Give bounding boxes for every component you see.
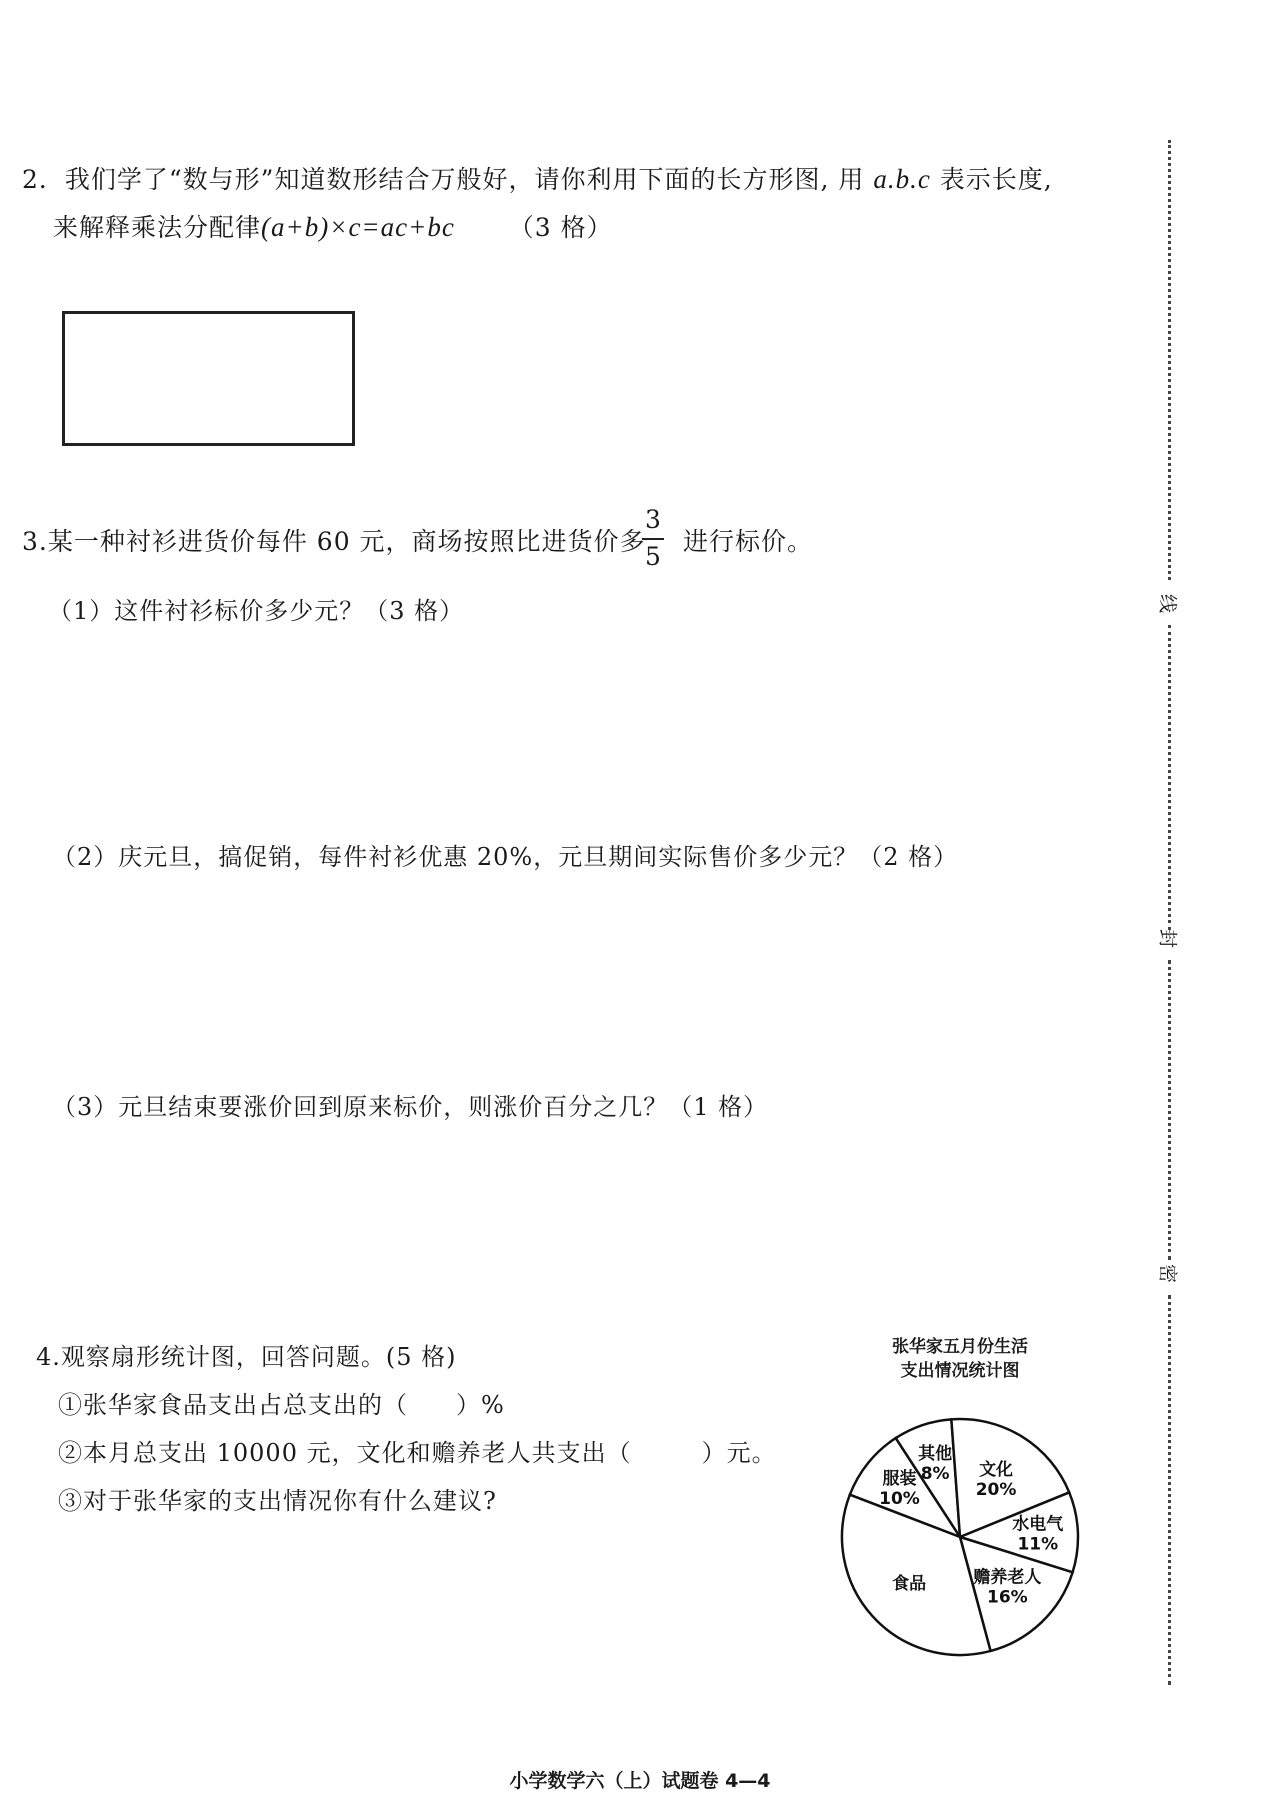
binding-dotted-line-mid2: [1168, 960, 1171, 1260]
q3-fraction: [640, 507, 666, 569]
q3-intro: [22, 522, 646, 558]
pie-label-6: 食品: [892, 1573, 927, 1594]
chart-title-line1: 张华家五月份生活: [892, 1337, 1028, 1357]
binding-char-mi: 密: [1156, 1263, 1179, 1283]
binding-char-xian: 线: [1156, 593, 1179, 613]
q2-line2: [53, 208, 613, 244]
q3-sub2: （2）庆元旦，搞促销，每件衬衫优惠 20%，元旦期间实际售价多少元？（2 格）: [52, 843, 959, 871]
pie-label-5: 赡养老人 16%: [973, 1567, 1042, 1608]
q3-sub1: （1）这件衬衫标价多少元？（3 格）: [48, 597, 465, 625]
page-footer: 小学数学六（上）试题卷 4—4: [509, 1770, 771, 1792]
q2-score: （3 格）: [508, 213, 613, 242]
q3-fraction-numerator: 3: [645, 505, 661, 534]
q2-line1-text: 2．我们学了“数与形”知道数形结合万般好，请你利用下面的长方形图, 用: [22, 165, 865, 194]
q2-rectangle-figure: [62, 311, 355, 446]
binding-char-feng: 封: [1156, 928, 1179, 948]
q3-fraction-bar: [642, 538, 664, 540]
q2-vars: a.b.c: [873, 164, 931, 194]
pie-label-1: 服装 10%: [879, 1468, 920, 1509]
q4-item1-text: ①张华家食品支出占总支出的（: [58, 1391, 408, 1419]
chart-title-line2: 支出情况统计图: [900, 1361, 1020, 1381]
q4-item3: ③对于张华家的支出情况你有什么建议?: [58, 1487, 497, 1515]
pie-label-4: 水电气 11%: [1012, 1514, 1064, 1555]
q2-line1: [22, 160, 1053, 196]
q4-item1-end: ）%: [456, 1391, 505, 1419]
pie-label-3: 文化 20%: [975, 1459, 1017, 1500]
q4-item1: [58, 1385, 505, 1420]
pie-label-2: 其他 8%: [918, 1444, 953, 1485]
q3-intro-end: 进行标价。: [683, 527, 814, 556]
q2-line2-text: 来解释乘法分配律: [53, 213, 262, 242]
q4-item2-text: ②本月总支出 10000 元，文化和赡养老人共支出（: [58, 1439, 632, 1467]
q4-item2: [58, 1433, 777, 1468]
chart-title: [860, 1335, 1060, 1383]
q4-item2-end: ）元。: [701, 1439, 777, 1467]
q2-line1-end: 表示长度,: [939, 165, 1053, 194]
binding-dotted-line-bottom: [1168, 1295, 1171, 1685]
q3-sub3: （3）元旦结束要涨价回到原来标价，则涨价百分之几？（1 格）: [52, 1093, 769, 1121]
q3-intro-text: 3.某一种衬衫进货价每件 60 元，商场按照比进货价多: [22, 527, 646, 556]
pie-chart: [835, 1412, 1085, 1662]
q4-intro: 4.观察扇形统计图，回答问题。(5 格): [36, 1343, 457, 1371]
binding-dotted-line-mid1: [1168, 625, 1171, 930]
q2-formula: (a+b)×c=ac+bc: [261, 212, 455, 242]
q3-fraction-denominator: 5: [645, 542, 661, 571]
binding-dotted-line-top: [1168, 140, 1171, 580]
